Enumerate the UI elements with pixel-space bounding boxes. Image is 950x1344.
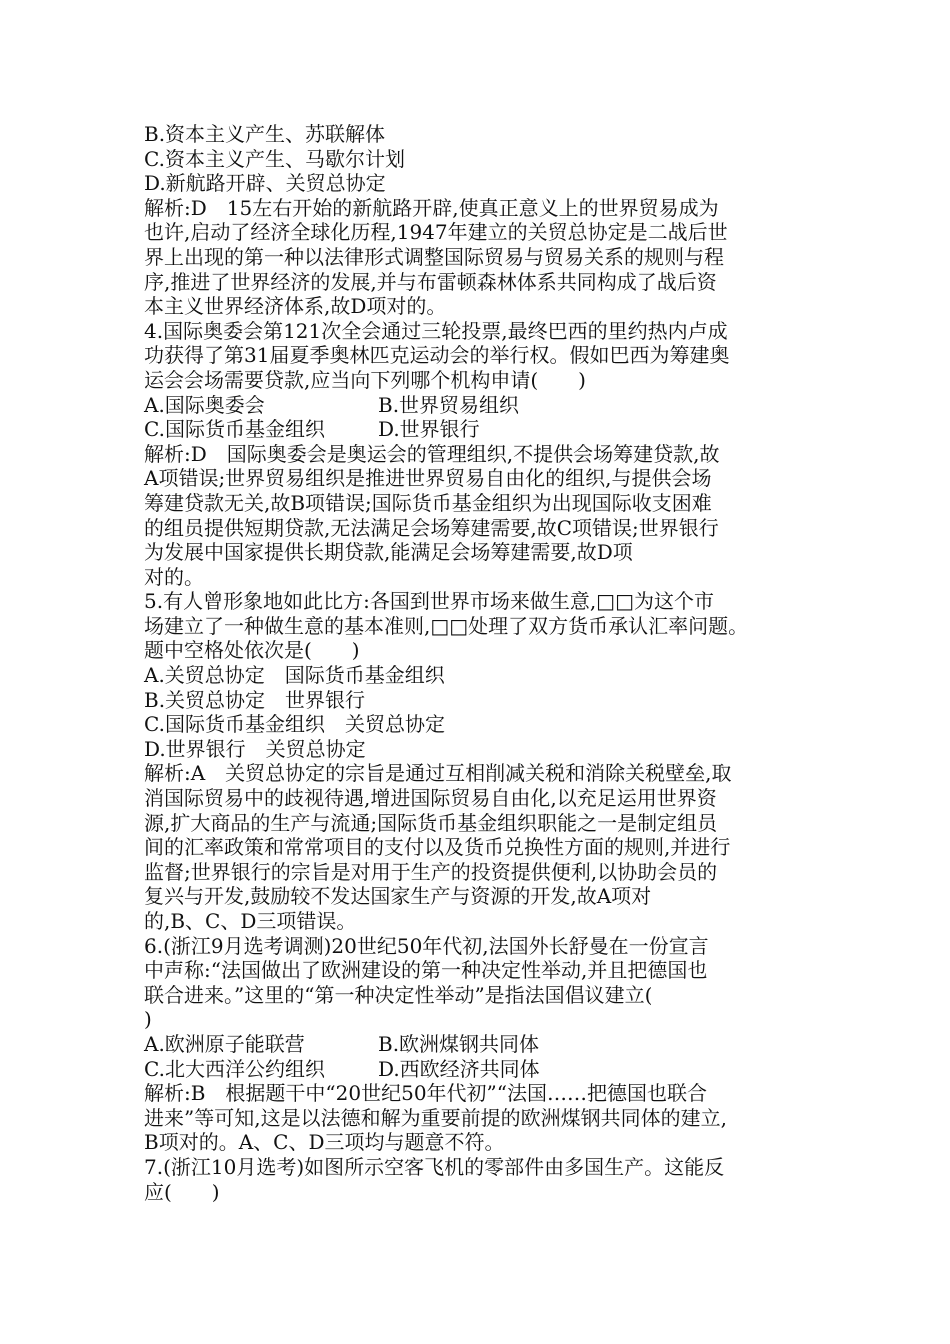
q5-option-d: D.世界银行 关贸总协定	[144, 736, 366, 761]
q4-analysis-line: 对的。	[144, 564, 204, 589]
q3-analysis-line: 也许,启动了经济全球化历程,1947年建立的关贸总协定是二战后世	[144, 220, 728, 245]
q6-stem-line: )	[144, 1007, 152, 1032]
q5-analysis-line: 解析:A 关贸总协定的宗旨是通过互相削减关税和消除关税壁垒,取	[144, 761, 732, 786]
q3-option-b: B.资本主义产生、苏联解体	[144, 122, 386, 146]
q6-option-c: C.北大西洋公约组织	[144, 1056, 325, 1081]
q3-option-d: D.新航路开辟、关贸总协定	[144, 171, 386, 196]
q7-stem-line: 应( )	[144, 1179, 220, 1204]
document-page	[144, 122, 820, 1204]
q6-stem-line: 联合进来。”这里的“第一种决定性举动”是指法国倡议建立(	[144, 982, 653, 1007]
q3-analysis-line: 本主义世界经济体系,故D项对的。	[144, 294, 447, 319]
q4-stem-line: 4.国际奥委会第121次全会通过三轮投票,最终巴西的里约热内卢成	[144, 318, 728, 343]
q6-analysis-line: 解析:B 根据题干中“20世纪50年代初”“法国……把德国也联合	[144, 1081, 708, 1106]
q3-analysis-line: 解析:D 15左右开始的新航路开辟,使真正意义上的世界贸易成为	[144, 195, 719, 220]
q5-option-b: B.关贸总协定 世界银行	[144, 687, 366, 712]
q3-analysis-line: 界上出现的第一种以法律形式调整国际贸易与贸易关系的规则与程	[144, 244, 724, 269]
q4-analysis-line: 筹建贷款无关,故B项错误;国际货币基金组织为出现国际收支困难	[144, 490, 712, 515]
q7-stem-line: 7.(浙江10月选考)如图所示空客飞机的零部件由多国生产。这能反	[144, 1154, 725, 1179]
q4-options-row	[144, 393, 820, 418]
q5-analysis-line: 间的汇率政策和常常项目的支付以及货币兑换性方面的规则,并进行	[144, 835, 731, 860]
q4-stem-line: 功获得了第31届夏季奥林匹克运动会的举行权。假如巴西为筹建奥	[144, 343, 730, 368]
q6-option-d: D.西欧经济共同体	[378, 1056, 540, 1081]
q6-option-a: A.欧洲原子能联营	[144, 1031, 305, 1056]
q4-analysis-line: A项错误;世界贸易组织是推进世界贸易自由化的组织,与提供会场	[144, 466, 712, 491]
q6-option-b: B.欧洲煤钢共同体	[378, 1031, 540, 1056]
q4-option-b: B.世界贸易组织	[378, 392, 520, 417]
q5-option-a: A.关贸总协定 国际货币基金组织	[144, 663, 445, 688]
q4-option-c: C.国际货币基金组织	[144, 417, 325, 442]
q6-options-row	[144, 1057, 820, 1082]
q6-analysis-line: B项对的。A、C、D三项均与题意不符。	[144, 1130, 505, 1155]
q4-analysis-line: 为发展中国家提供长期贷款,能满足会场筹建需要,故D项	[144, 540, 633, 565]
q6-stem-line: 中声称:“法国做出了欧洲建设的第一种决定性举动,并且把德国也	[144, 958, 708, 983]
q5-analysis-line: 的,B、C、D三项错误。	[144, 909, 357, 933]
q5-analysis-line: 监督;世界银行的宗旨是对用于生产的投资提供便利,以协助会员的	[144, 859, 718, 884]
q4-options-row	[144, 417, 820, 442]
q4-option-d: D.世界银行	[378, 417, 480, 442]
q6-stem-line: 6.(浙江9月选考调测)20世纪50年代初,法国外长舒曼在一份宣言	[144, 933, 709, 958]
q5-analysis-line: 源,扩大商品的生产与流通;国际货币基金组织职能之一是制定组员	[144, 810, 718, 835]
q5-option-c: C.国际货币基金组织 关贸总协定	[144, 712, 445, 737]
q5-stem-line: 5.有人曾形象地如此比方:各国到世界市场来做生意,□□为这个市	[144, 589, 714, 614]
q4-analysis-line: 的组员提供短期贷款,无法满足会场筹建需要,故C项错误;世界银行	[144, 515, 719, 540]
q4-option-a: A.国际奥委会	[144, 392, 265, 417]
q4-stem-line: 运会会场需要贷款,应当向下列哪个机构申请( )	[144, 367, 586, 392]
q6-options-row	[144, 1032, 820, 1057]
q4-analysis-line: 解析:D 国际奥委会是奥运会的管理组织,不提供会场筹建贷款,故	[144, 441, 720, 466]
q5-stem-line: 场建立了一种做生意的基本准则,□□处理了双方货币承认汇率问题。	[144, 613, 749, 638]
q6-analysis-line: 进来”等可知,这是以法德和解为重要前提的欧洲煤钢共同体的建立,	[144, 1105, 727, 1130]
q5-stem-line: 题中空格处依次是( )	[144, 638, 360, 663]
q5-analysis-line: 复兴与开发,鼓励较不发达国家生产与资源的开发,故A项对	[144, 884, 652, 909]
q3-analysis-line: 序,推进了世界经济的发展,并与布雷顿森林体系共同构成了战后资	[144, 269, 717, 294]
q5-analysis-line: 消国际贸易中的歧视待遇,增进国际贸易自由化,以充足运用世界资	[144, 786, 717, 811]
q3-option-c: C.资本主义产生、马歇尔计划	[144, 146, 405, 171]
